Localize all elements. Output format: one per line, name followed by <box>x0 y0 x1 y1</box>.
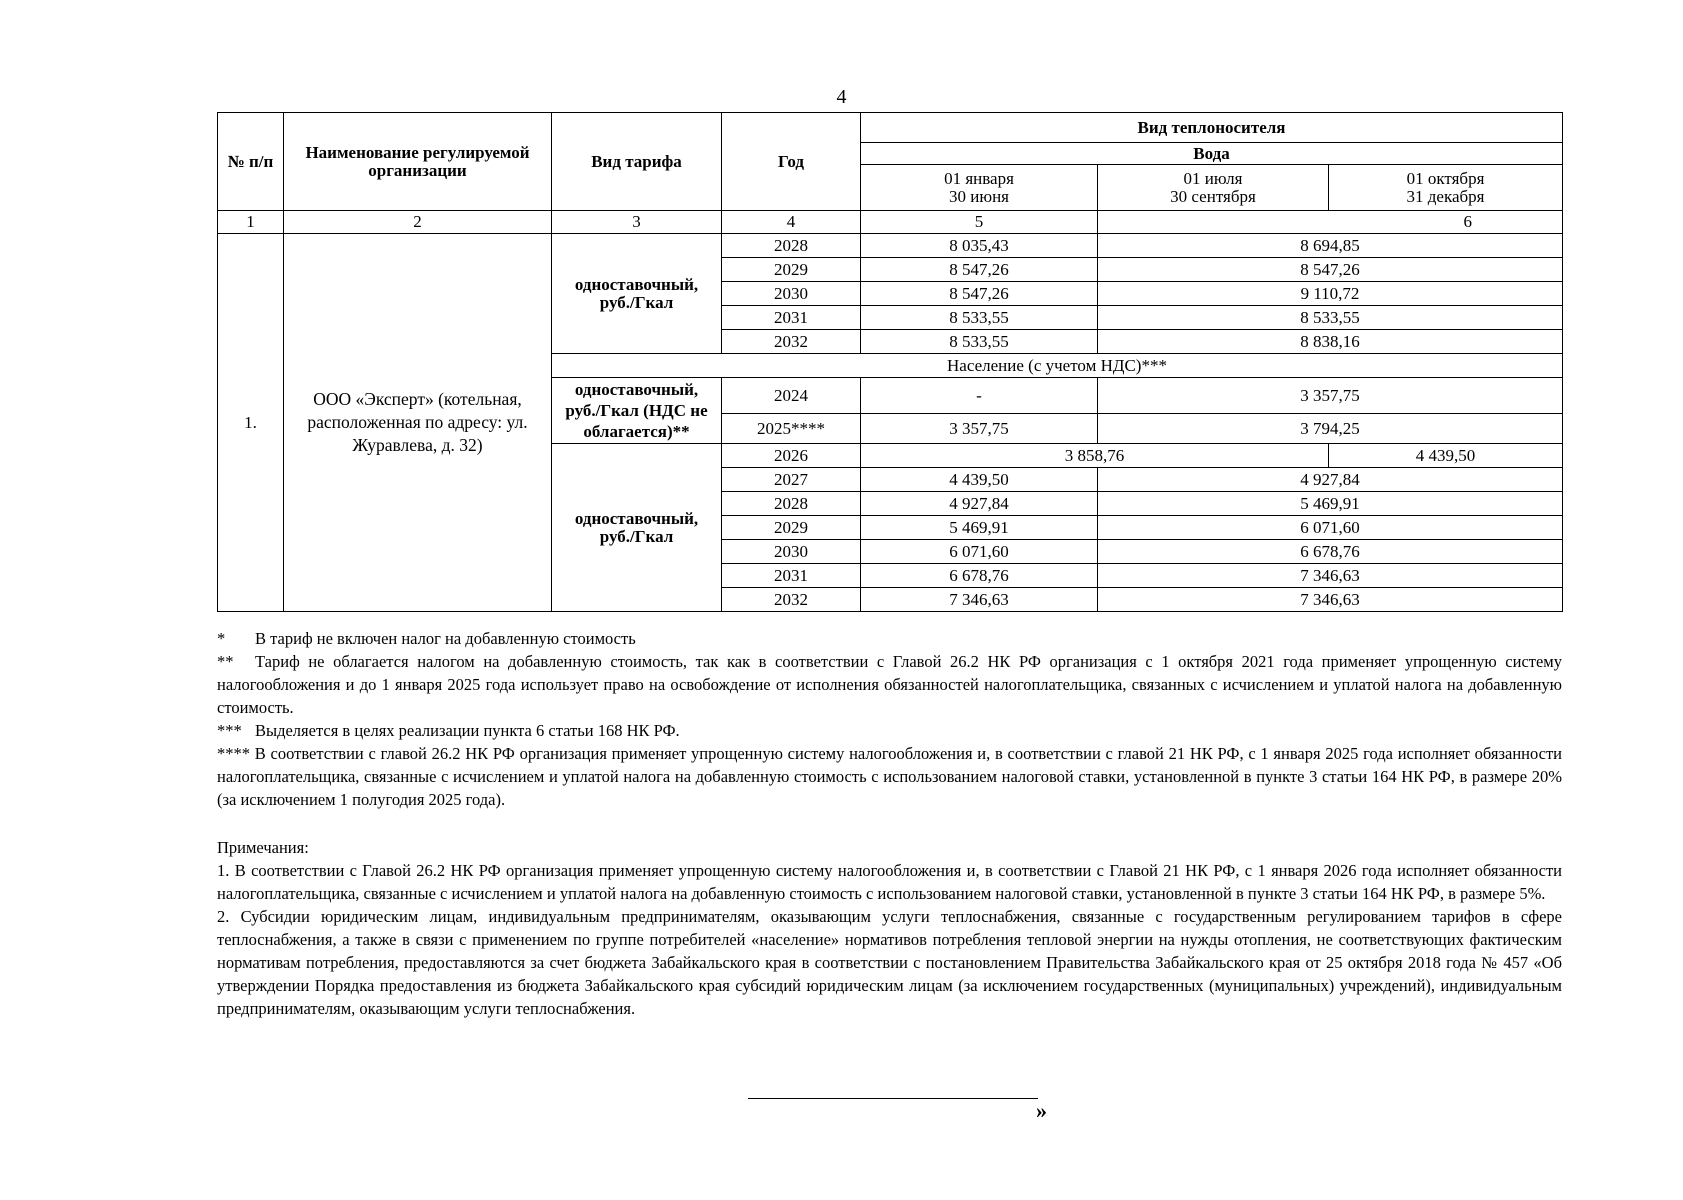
year-cell: 2024 <box>722 378 861 414</box>
notes-title: Примечания: <box>217 838 309 857</box>
header-water: Вода <box>861 143 1563 165</box>
value-half1: 5 469,91 <box>861 516 1098 540</box>
value-half1: 8 547,26 <box>861 258 1098 282</box>
footnote-text: Выделяется в целях реализации пункта 6 статьи 168 НК РФ. <box>255 721 680 740</box>
footnote-item <box>217 742 1562 811</box>
population-label: Население (с учетом НДС)*** <box>552 354 1563 378</box>
period-2-end: 30 сентября <box>1170 186 1256 206</box>
period-2-start: 01 июля <box>1183 168 1243 188</box>
header-tariff-type: Вид тарифа <box>552 113 722 211</box>
year-cell: 2025**** <box>722 414 861 444</box>
value-half1: - <box>861 378 1098 414</box>
column-number-row <box>218 211 1563 234</box>
value-half1: 8 035,43 <box>861 234 1098 258</box>
value-oct-dec: 4 439,50 <box>1329 444 1563 468</box>
column-number: 3 <box>552 211 722 234</box>
signature-line <box>748 1098 1038 1099</box>
footnote-item <box>217 719 1562 742</box>
period-3-end: 31 декабря <box>1406 186 1485 206</box>
year-cell: 2032 <box>722 330 861 354</box>
footnote-mark: ** <box>217 652 234 671</box>
tariff-table <box>217 112 1563 612</box>
year-cell: 2026 <box>722 444 861 468</box>
header-year: Год <box>722 113 861 211</box>
year-cell: 2031 <box>722 564 861 588</box>
value-half2: 6 071,60 <box>1098 516 1563 540</box>
value-half1: 8 547,26 <box>861 282 1098 306</box>
value-half2: 8 838,16 <box>1098 330 1563 354</box>
value-half2: 7 346,63 <box>1098 588 1563 612</box>
value-half1: 4 439,50 <box>861 468 1098 492</box>
footnote-item <box>217 650 1562 719</box>
header-period-1 <box>861 165 1098 211</box>
footnote-mark: * <box>217 629 226 648</box>
period-3-start: 01 октября <box>1406 168 1485 188</box>
year-cell: 2029 <box>722 258 861 282</box>
year-cell: 2032 <box>722 588 861 612</box>
value-half2: 7 346,63 <box>1098 564 1563 588</box>
value-half2: 5 469,91 <box>1098 492 1563 516</box>
note-item: 2. Субсидии юридическим лицам, индивидуальным предпринимателям, оказывающим услуги теплоснабжения, связанные с государственным регулированием тарифов в сфере теплоснабжения, а также в связи с применением по группе потребителей «население» нормативов потребления тепловой энергии на нужды отопления, не соответствующих фактическим нормативам потребления, предоставляются за счет бюджета Забайкальского края в соответствии с постановлением Правительства Забайкальского края от 25 октября 2018 года № 457 «Об утверждении Порядка предоставления из бюджета Забайкальского края субсидий юридическим лицам (за исключением государственных (муниципальных) учреждений), индивидуальным предпринимателям, оказывающим услуги теплоснабжения. <box>217 907 1562 1018</box>
note-item: 1. В соответствии с Главой 26.2 НК РФ организация применяет упрощенную систему налогообложения и, в соответствии с Главой 21 НК РФ, с 1 января 2026 года исполняет обязанности налогоплательщика, связанные с исчислением и уплатой налога на добавленную стоимость с использованием налоговой ставки, установленной в пункте 3 статьи 164 НК РФ, в размере 5%. <box>217 861 1562 903</box>
header-num: № п/п <box>218 113 284 211</box>
value-half2: 8 694,85 <box>1098 234 1563 258</box>
value-half2: 8 533,55 <box>1098 306 1563 330</box>
value-half2: 9 110,72 <box>1098 282 1563 306</box>
value-half2: 8 547,26 <box>1098 258 1563 282</box>
period-1-end: 30 июня <box>949 186 1009 206</box>
footnote-mark: **** <box>217 744 250 763</box>
value-half2: 3 357,75 <box>1098 378 1563 414</box>
footnote-mark: *** <box>217 721 242 740</box>
column-number: 1 <box>218 211 284 234</box>
year-cell: 2031 <box>722 306 861 330</box>
column-number: 6 <box>1098 211 1563 234</box>
year-cell: 2029 <box>722 516 861 540</box>
tariff-type-cell: одноставочный, руб./Гкал <box>552 444 722 612</box>
column-number: 5 <box>861 211 1098 234</box>
tariff-type-cell: одноставочный, руб./Гкал <box>552 234 722 354</box>
org-name: ООО «Эксперт» (котельная, расположенная по адресу: ул. Журавлева, д. 32) <box>284 234 552 612</box>
value-half1: 7 346,63 <box>861 588 1098 612</box>
value-half1: 3 357,75 <box>861 414 1098 444</box>
year-cell: 2030 <box>722 282 861 306</box>
value-jan-sep: 3 858,76 <box>861 444 1329 468</box>
closing-quote: » <box>1036 1098 1047 1123</box>
year-cell: 2027 <box>722 468 861 492</box>
value-half1: 6 678,76 <box>861 564 1098 588</box>
value-half1: 6 071,60 <box>861 540 1098 564</box>
value-half1: 8 533,55 <box>861 306 1098 330</box>
footnotes <box>217 627 1562 811</box>
year-cell: 2030 <box>722 540 861 564</box>
value-half2: 6 678,76 <box>1098 540 1563 564</box>
table-row <box>218 234 1563 258</box>
value-half1: 4 927,84 <box>861 492 1098 516</box>
footnote-text: В соответствии с главой 26.2 НК РФ организация применяет упрощенную систему налогообложения и, в соответствии с главой 21 НК РФ, с 1 января 2025 года исполняет обязанности налогоплательщика, связанные с исчислением и уплатой налога на добавленную стоимость с использованием налоговой ставки, установленной в пункте 3 статьи 164 НК РФ, в размере 20% (за исключением 1 полугодия 2025 года). <box>217 744 1562 809</box>
footnote-text: Тариф не облагается налогом на добавленную стоимость, так как в соответствии с Главой 26.2 НК РФ организация с 1 октября 2021 года применяет упрощенную систему налогообложения и до 1 января 2025 года использует право на освобождение от исполнения обязанностей налогоплательщика, связанных с исчислением и уплатой налога на добавленную стоимость. <box>217 652 1562 717</box>
year-cell: 2028 <box>722 234 861 258</box>
value-half2: 4 927,84 <box>1098 468 1563 492</box>
header-org: Наименование регулируемой организации <box>284 113 552 211</box>
footnote-item <box>217 627 1562 650</box>
column-number: 4 <box>722 211 861 234</box>
header-carrier: Вид теплоносителя <box>861 113 1563 143</box>
row-number: 1. <box>218 234 284 612</box>
page-number: 4 <box>836 86 847 108</box>
value-half1: 8 533,55 <box>861 330 1098 354</box>
value-half2: 3 794,25 <box>1098 414 1563 444</box>
notes-block <box>217 836 1562 1020</box>
header-period-2 <box>1098 165 1329 211</box>
header-period-3 <box>1329 165 1563 211</box>
footnote-text: В тариф не включен налог на добавленную стоимость <box>255 629 636 648</box>
year-cell: 2028 <box>722 492 861 516</box>
tariff-type-cell: одноставочный, руб./Гкал (НДС не облагается)** <box>552 378 722 444</box>
column-number: 2 <box>284 211 552 234</box>
period-1-start: 01 января <box>944 168 1014 188</box>
